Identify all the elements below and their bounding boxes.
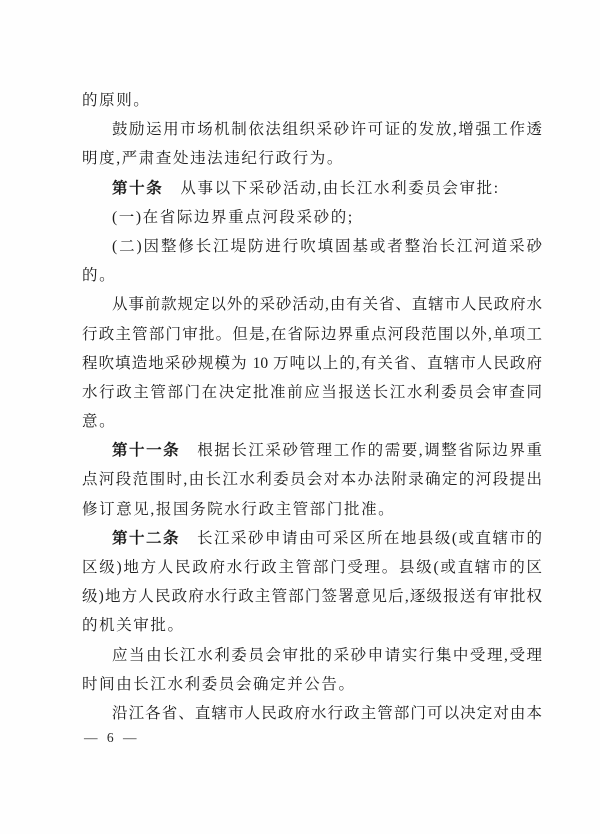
text-line: 点河段范围时,由长江水利委员会对本办法附录确定的河段提出 [82,471,542,489]
text-line: 意。 [82,413,117,431]
text-line: 沿江各省、直辖市人民政府水行政主管部门可以决定对由本 [112,704,542,722]
text-line: 的机关审批。 [82,617,185,635]
text-line: 第十一条 根据长江采砂管理工作的需要,调整省际边界重 [112,442,542,460]
text-line: (二)因整修长江堤防进行吹填固基或者整治长江河道采砂 [112,237,542,255]
text-line: 修订意见,报国务院水行政主管部门批准。 [82,500,396,518]
article-number: 第十一条 [112,442,181,460]
text-line: (一)在省际边界重点河段采砂的; [112,208,354,226]
text-line: 第十二条 长江采砂申请由可采区所在地县级(或直辖市的 [112,529,542,547]
text-line: 行政主管部门审批。但是,在省际边界重点河段范围以外,单项工 [82,325,542,343]
text-line: 第十条 从事以下采砂活动,由长江水利委员会审批: [112,179,500,197]
text-line: 从事前款规定以外的采砂活动,由有关省、直辖市人民政府水 [112,296,542,314]
text-line: 的原则。 [82,92,151,109]
document-body [82,86,542,728]
article-number: 第十二条 [112,529,180,547]
text-line: 应当由长江水利委员会审批的采砂申请实行集中受理,受理 [112,646,542,664]
text-line: 区级)地方人民政府水行政主管部门受理。县级(或直辖市的区 [82,559,542,576]
article-number: 第十条 [112,179,164,197]
text-line: 水行政主管部门在决定批准前应当报送长江水利委员会审查同 [82,383,542,401]
text-line: 程吹填造地采砂规模为 10 万吨以上的,有关省、直辖市人民政府 [82,354,542,372]
text-line: 的。 [82,267,117,285]
text-line: 鼓励运用市场机制依法组织采砂许可证的发放,增强工作透 [112,121,542,139]
text-line: 明度,严肃查处违法违纪行政行为。 [82,150,344,168]
text-line: 级)地方人民政府水行政主管部门签署意见后,逐级报送有审批权 [82,588,542,606]
text-line: 时间由长江水利委员会确定并公告。 [82,675,356,693]
page-number: — 6 — [84,730,140,745]
